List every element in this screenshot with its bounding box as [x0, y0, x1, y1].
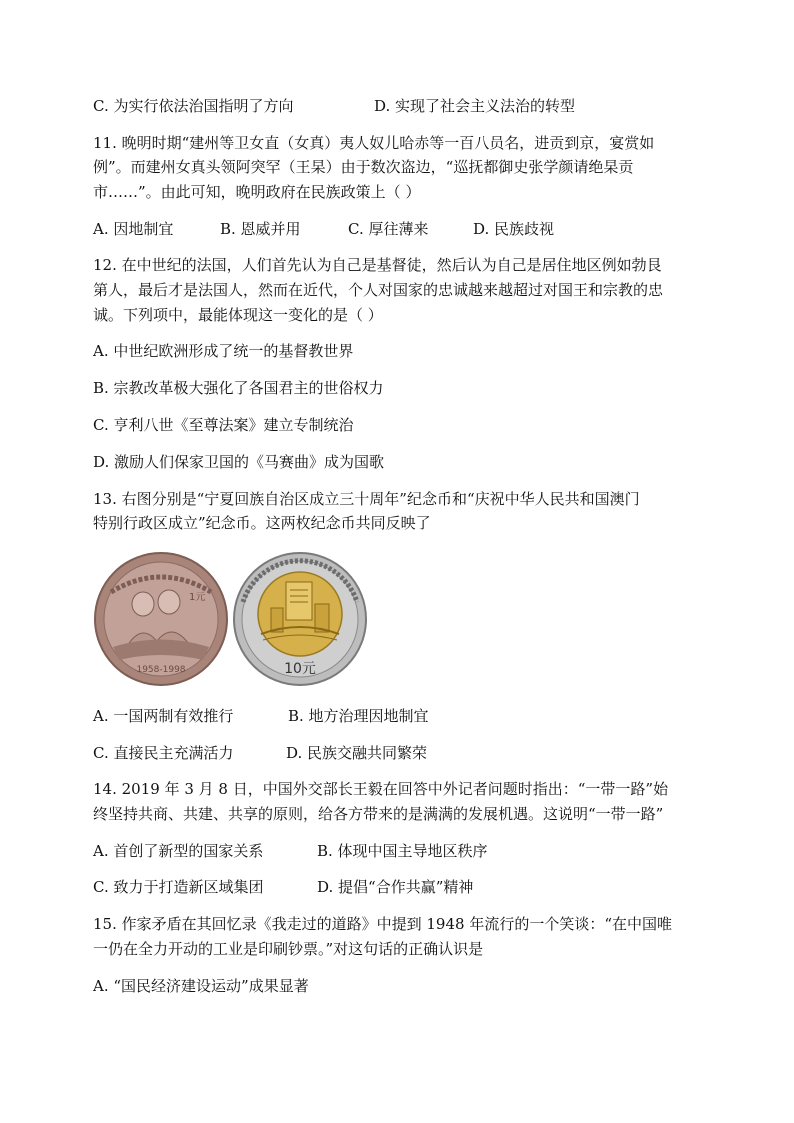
- q13-option-b[interactable]: B. 地方治理因地制宜: [288, 707, 429, 725]
- q15-stem-line1: 15. 作家矛盾在其回忆录《我走过的道路》中提到 1948 年流行的一个笑谈：“在中国唯: [93, 915, 673, 933]
- q13-option-c[interactable]: C. 直接民主充满活力: [93, 744, 234, 762]
- q14-stem-line1: 14. 2019 年 3 月 8 日，中国外交部长王毅在回答中外记者问题时指出：“一带一路”始: [93, 780, 669, 798]
- q10-option-d[interactable]: D. 实现了社会主义法治的转型: [374, 97, 576, 115]
- q11-stem-line3: 市……”。由此可知，晚明政府在民族政策上（ ）: [93, 183, 421, 201]
- q13-option-a[interactable]: A. 一国两制有效推行: [93, 707, 234, 725]
- q14-stem-line2: 终坚持共商、共建、共享的原则，给各方带来的是满满的发展机遇。这说明“一带一路”: [93, 805, 664, 823]
- q14-option-a[interactable]: A. 首创了新型的国家关系: [93, 842, 264, 860]
- coin1-value: 1元: [189, 592, 206, 603]
- macau-coin: [234, 553, 366, 685]
- q10-option-c[interactable]: C. 为实行依法治国指明了方向: [93, 97, 294, 115]
- coin2-value: 10元: [284, 661, 316, 677]
- q12-option-a[interactable]: A. 中世纪欧洲形成了统一的基督教世界: [93, 342, 354, 360]
- q11-option-b[interactable]: B. 恩威并用: [220, 220, 301, 238]
- q12-stem-line3: 诚。下列项中，最能体现这一变化的是（ ）: [93, 306, 383, 324]
- q14-option-d[interactable]: D. 提倡“合作共赢”精神: [317, 878, 474, 896]
- q11-option-c[interactable]: C. 厚往薄来: [348, 220, 429, 238]
- q12-stem-line1: 12. 在中世纪的法国，人们首先认为自己是基督徒，然后认为自己是居住地区例如勃艮: [93, 256, 662, 274]
- q13-option-d[interactable]: D. 民族交融共同繁荣: [286, 744, 428, 762]
- q11-option-a[interactable]: A. 因地制宜: [93, 220, 174, 238]
- coin1-years: 1958-1998: [136, 665, 186, 675]
- q12-option-b[interactable]: B. 宗教改革极大强化了各国君主的世俗权力: [93, 379, 384, 397]
- q12-option-c[interactable]: C. 亨利八世《至尊法案》建立专制统治: [93, 416, 354, 434]
- q14-option-c[interactable]: C. 致力于打造新区域集团: [93, 878, 264, 896]
- q11-stem-line2: 例”。而建州女真头领阿突罕（王杲）由于数次盗边，“巡抚都御史张学颜请绝杲贡: [93, 158, 634, 176]
- ningxia-coin: [95, 553, 227, 685]
- q12-stem-line2: 第人，最后才是法国人，然而在近代，个人对国家的忠诚越来越超过对国王和宗教的忠: [93, 281, 664, 299]
- q13-stem-line1: 13. 右图分别是“宁夏回族自治区成立三十周年”纪念币和“庆祝中华人民共和国澳门: [93, 490, 640, 508]
- q15-option-a[interactable]: A. “国民经济建设运动”成果显著: [93, 977, 309, 995]
- q11-stem-line1: 11. 晚明时期“建州等卫女直（女真）夷人奴儿哈赤等一百八员名，进贡到京，宴赏如: [93, 134, 655, 152]
- q13-stem-line2: 特别行政区成立”纪念币。这两枚纪念币共同反映了: [93, 514, 431, 532]
- q11-option-d[interactable]: D. 民族歧视: [473, 220, 555, 238]
- q14-option-b[interactable]: B. 体现中国主导地区秩序: [317, 842, 488, 860]
- q12-option-d[interactable]: D. 激励人们保家卫国的《马赛曲》成为国歌: [93, 453, 385, 471]
- q15-stem-line2: 一仍在全力开动的工业是印刷钞票。”对这句话的正确认识是: [93, 940, 484, 958]
- commemorative-coins-image: [93, 552, 373, 686]
